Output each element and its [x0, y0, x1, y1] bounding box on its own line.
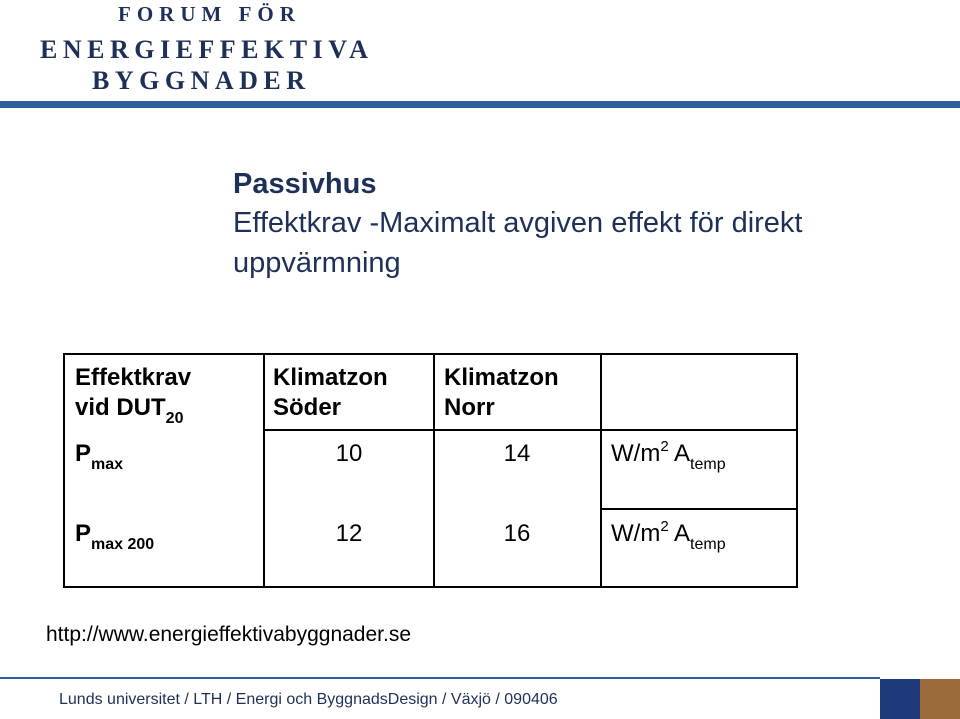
unit-w: W/m [611, 440, 661, 467]
cell-norr-value: 14 [503, 440, 531, 467]
decor-square-brown [920, 679, 960, 719]
header-norr [444, 363, 559, 423]
logo-line-forum: FORUM FÖR [118, 2, 301, 26]
requirements-table [63, 353, 798, 588]
slide-title: Passivhus [233, 168, 377, 200]
cell-norr-value: 16 [503, 520, 531, 547]
header-soder [273, 363, 388, 423]
table-divider [600, 355, 602, 586]
footer-text: Lunds universitet / LTH / Energi och ByggnadsDesign / Växjö / 090406 [59, 691, 558, 708]
table-divider [433, 355, 435, 586]
cell-unit [611, 519, 726, 552]
row-label-pmax [75, 439, 123, 472]
header-soder-line1: Klimatzon [273, 364, 388, 391]
header-effektkrav [75, 363, 191, 426]
unit-w: W/m [611, 520, 661, 547]
footer-rule [0, 677, 880, 679]
cell-soder-value: 12 [335, 520, 363, 547]
header-rule [0, 101, 960, 108]
header-soder-line2: Söder [273, 394, 342, 421]
website-link[interactable]: http://www.energieffektivabyggnader.se [46, 623, 412, 646]
header-norr-line1: Klimatzon [444, 364, 559, 391]
row-label-pmax200 [75, 519, 154, 552]
row-label-letter: P [75, 520, 92, 547]
header-dut-label: vid DUT [75, 394, 166, 421]
header-dut-sub: 20 [165, 410, 184, 427]
header-norr-line2: Norr [444, 394, 495, 421]
cell-unit [611, 439, 726, 472]
title-block [233, 165, 833, 283]
slide-subtitle: Effektkrav -Maximalt avgiven effekt för direkt uppvärmning [233, 207, 803, 279]
cell-soder-value: 10 [335, 440, 363, 467]
table-divider [600, 508, 798, 510]
decor-square-blue [880, 679, 920, 719]
table-divider [263, 429, 798, 431]
unit-sub: temp [690, 536, 726, 553]
logo-line-byggnader: BYGGNADER [92, 66, 311, 95]
unit-sub: temp [690, 456, 726, 473]
table-divider [263, 355, 265, 586]
row-label-sub: max 200 [91, 536, 155, 553]
unit-a: A [674, 440, 691, 467]
header-effektkrav-line2 [75, 393, 191, 426]
unit-a: A [674, 520, 691, 547]
header-effektkrav-line1: Effektkrav [75, 364, 192, 391]
row-label-sub: max [91, 456, 124, 473]
logo-line-energieffektiva: ENERGIEFFEKTIVA [40, 35, 374, 64]
unit-sup: 2 [660, 518, 669, 535]
unit-sup: 2 [660, 438, 669, 455]
row-label-letter: P [75, 440, 92, 467]
